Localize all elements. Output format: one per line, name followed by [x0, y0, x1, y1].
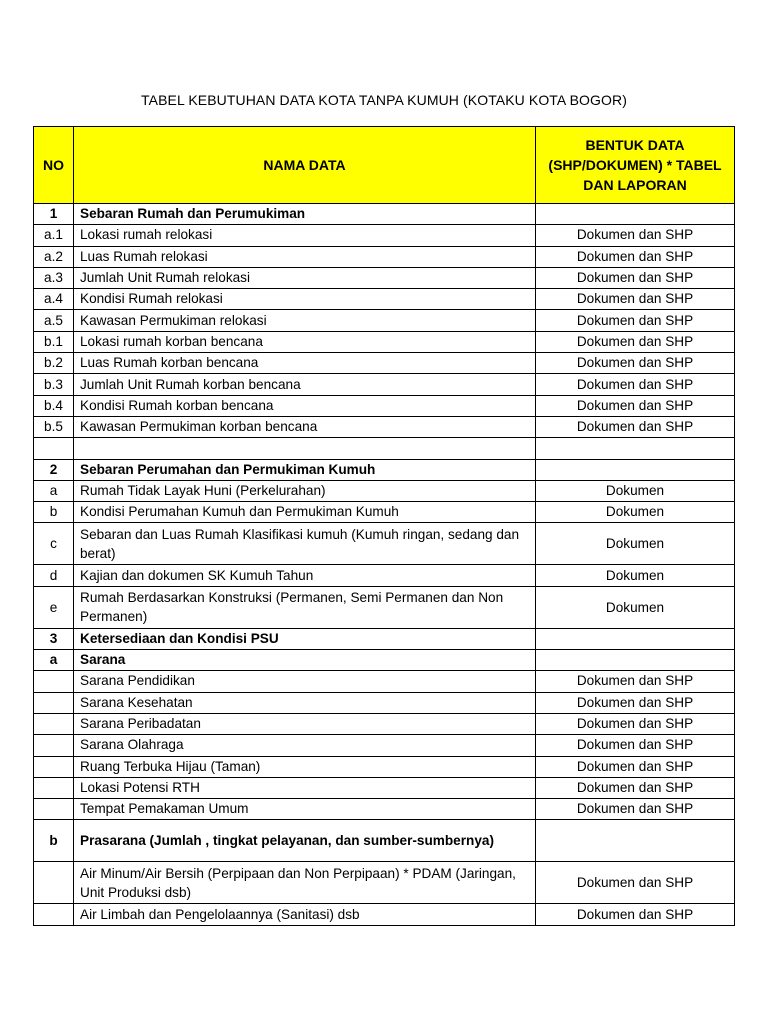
- row-name: Luas Rumah relokasi: [74, 246, 536, 267]
- row-no: c: [34, 523, 74, 565]
- row-name: Lokasi rumah relokasi: [74, 225, 536, 246]
- row-name: Jumlah Unit Rumah korban bencana: [74, 374, 536, 395]
- row-form: Dokumen dan SHP: [536, 713, 735, 734]
- row-no: b: [34, 820, 74, 862]
- row-form: Dokumen dan SHP: [536, 799, 735, 820]
- table-row: [34, 904, 735, 925]
- row-name: Air Limbah dan Pengelolaannya (Sanitasi) dsb: [74, 904, 536, 925]
- row-no: [34, 799, 74, 820]
- row-no: b.3: [34, 374, 74, 395]
- row-no: [34, 756, 74, 777]
- row-form: Dokumen dan SHP: [536, 777, 735, 798]
- data-requirements-table: [33, 126, 735, 926]
- row-no: b.2: [34, 353, 74, 374]
- row-form: Dokumen: [536, 523, 735, 565]
- row-no: d: [34, 565, 74, 586]
- row-form: Dokumen dan SHP: [536, 267, 735, 288]
- row-no: a.4: [34, 289, 74, 310]
- row-form: Dokumen dan SHP: [536, 735, 735, 756]
- table-row: [34, 586, 735, 628]
- table-row: [34, 267, 735, 288]
- row-no: [34, 438, 74, 459]
- row-form: Dokumen: [536, 586, 735, 628]
- table-row: [34, 523, 735, 565]
- table-row: [34, 692, 735, 713]
- row-form: Dokumen dan SHP: [536, 225, 735, 246]
- table-row: [34, 374, 735, 395]
- table-row: [34, 820, 735, 862]
- row-name: Ruang Terbuka Hijau (Taman): [74, 756, 536, 777]
- row-name: Kawasan Permukiman korban bencana: [74, 416, 536, 437]
- table-row: [34, 416, 735, 437]
- table-row: [34, 459, 735, 480]
- row-name: Kondisi Rumah korban bencana: [74, 395, 536, 416]
- row-no: [34, 713, 74, 734]
- row-name: Ketersediaan dan Kondisi PSU: [74, 628, 536, 649]
- row-no: e: [34, 586, 74, 628]
- table-row: [34, 310, 735, 331]
- header-form: BENTUK DATA (SHP/DOKUMEN) * TABEL DAN LAPORAN: [536, 127, 735, 204]
- table-row: [34, 565, 735, 586]
- row-no: 2: [34, 459, 74, 480]
- row-form: Dokumen dan SHP: [536, 756, 735, 777]
- row-form: Dokumen dan SHP: [536, 289, 735, 310]
- row-form: [536, 438, 735, 459]
- row-form: Dokumen dan SHP: [536, 331, 735, 352]
- row-name: Sarana Peribadatan: [74, 713, 536, 734]
- row-no: a.2: [34, 246, 74, 267]
- row-name: Air Minum/Air Bersih (Perpipaan dan Non Perpipaan) * PDAM (Jaringan, Unit Produksi dsb): [74, 862, 536, 904]
- row-no: [34, 904, 74, 925]
- header-no: NO: [34, 127, 74, 204]
- table-row: [34, 502, 735, 523]
- table-row: [34, 713, 735, 734]
- table-row: [34, 799, 735, 820]
- row-form: Dokumen dan SHP: [536, 671, 735, 692]
- table-row: [34, 480, 735, 501]
- row-name: Luas Rumah korban bencana: [74, 353, 536, 374]
- row-form: [536, 650, 735, 671]
- row-name: Sarana Kesehatan: [74, 692, 536, 713]
- table-row: [34, 225, 735, 246]
- table-row: [34, 204, 735, 225]
- row-form: Dokumen dan SHP: [536, 692, 735, 713]
- row-name: Kondisi Rumah relokasi: [74, 289, 536, 310]
- header-name: NAMA DATA: [74, 127, 536, 204]
- row-form: Dokumen: [536, 565, 735, 586]
- row-form: [536, 459, 735, 480]
- row-no: b: [34, 502, 74, 523]
- row-name: Tempat Pemakaman Umum: [74, 799, 536, 820]
- row-name: [74, 438, 536, 459]
- row-form: [536, 628, 735, 649]
- row-no: a.3: [34, 267, 74, 288]
- row-name: Jumlah Unit Rumah relokasi: [74, 267, 536, 288]
- table-row: [34, 650, 735, 671]
- row-name: Kondisi Perumahan Kumuh dan Permukiman Kumuh: [74, 502, 536, 523]
- document-title: TABEL KEBUTUHAN DATA KOTA TANPA KUMUH (KOTAKU KOTA BOGOR): [141, 92, 627, 108]
- row-no: [34, 735, 74, 756]
- table-row: [34, 756, 735, 777]
- table-row: [34, 671, 735, 692]
- row-no: b.1: [34, 331, 74, 352]
- row-no: [34, 692, 74, 713]
- table-row: [34, 735, 735, 756]
- row-name: Kawasan Permukiman relokasi: [74, 310, 536, 331]
- row-form: Dokumen dan SHP: [536, 904, 735, 925]
- row-no: a: [34, 650, 74, 671]
- row-no: [34, 862, 74, 904]
- row-name: Sebaran dan Luas Rumah Klasifikasi kumuh (Kumuh ringan, sedang dan berat): [74, 523, 536, 565]
- table-row: [34, 395, 735, 416]
- row-form: Dokumen dan SHP: [536, 246, 735, 267]
- table-row: [34, 353, 735, 374]
- row-form: Dokumen: [536, 502, 735, 523]
- row-form: Dokumen dan SHP: [536, 353, 735, 374]
- row-name: Sebaran Rumah dan Perumukiman: [74, 204, 536, 225]
- table-row: [34, 438, 735, 459]
- row-name: Rumah Tidak Layak Huni (Perkelurahan): [74, 480, 536, 501]
- table-row: [34, 246, 735, 267]
- row-name: Sarana Pendidikan: [74, 671, 536, 692]
- table-header-row: [34, 127, 735, 204]
- row-no: b.5: [34, 416, 74, 437]
- row-name: Kajian dan dokumen SK Kumuh Tahun: [74, 565, 536, 586]
- row-form: Dokumen dan SHP: [536, 310, 735, 331]
- row-no: [34, 671, 74, 692]
- table-row: [34, 777, 735, 798]
- row-form: Dokumen dan SHP: [536, 374, 735, 395]
- row-no: 3: [34, 628, 74, 649]
- row-no: a.1: [34, 225, 74, 246]
- row-no: a: [34, 480, 74, 501]
- row-form: Dokumen dan SHP: [536, 395, 735, 416]
- row-name: Sarana Olahraga: [74, 735, 536, 756]
- row-name: Prasarana (Jumlah , tingkat pelayanan, dan sumber-sumbernya): [74, 820, 536, 862]
- table-row: [34, 331, 735, 352]
- row-name: Lokasi Potensi RTH: [74, 777, 536, 798]
- row-no: 1: [34, 204, 74, 225]
- table-row: [34, 289, 735, 310]
- row-name: Lokasi rumah korban bencana: [74, 331, 536, 352]
- row-form: [536, 204, 735, 225]
- row-no: a.5: [34, 310, 74, 331]
- row-name: Sebaran Perumahan dan Permukiman Kumuh: [74, 459, 536, 480]
- row-form: Dokumen: [536, 480, 735, 501]
- row-name: Sarana: [74, 650, 536, 671]
- row-name: Rumah Berdasarkan Konstruksi (Permanen, Semi Permanen dan Non Permanen): [74, 586, 536, 628]
- row-form: Dokumen dan SHP: [536, 862, 735, 904]
- table-row: [34, 628, 735, 649]
- row-form: [536, 820, 735, 862]
- row-no: [34, 777, 74, 798]
- row-no: b.4: [34, 395, 74, 416]
- table-row: [34, 862, 735, 904]
- row-form: Dokumen dan SHP: [536, 416, 735, 437]
